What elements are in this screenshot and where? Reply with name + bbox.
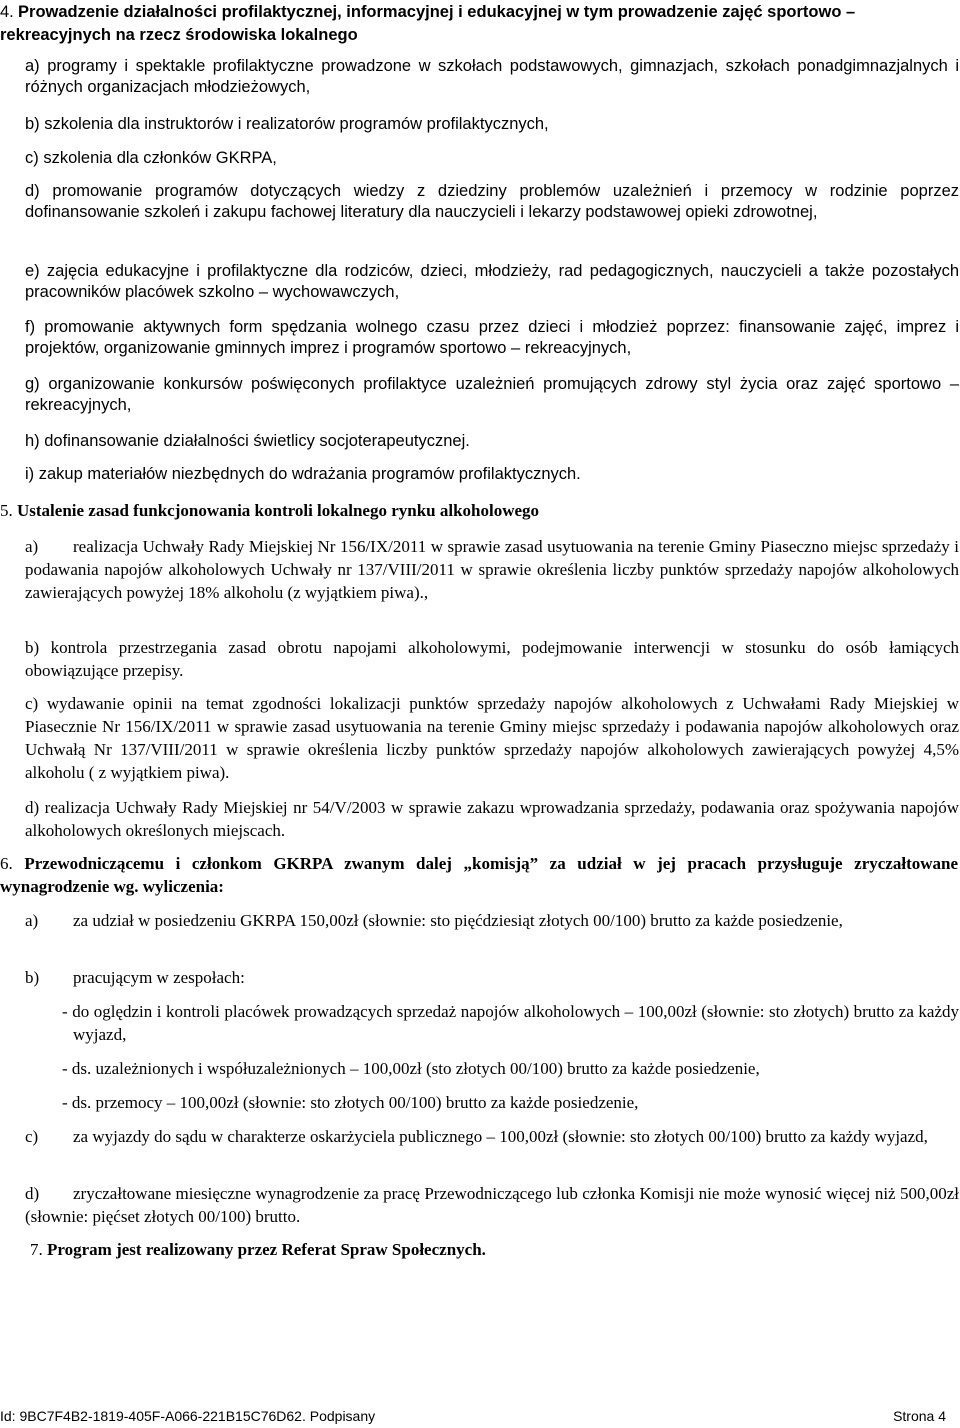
s6-item-d xyxy=(25,1182,959,1228)
s6-dash-2-text: - ds. uzależnionych i współuzależnionych – 100,00zł (sto złotych 00/100) brutto za każde posiedzenie, xyxy=(62,1059,760,1078)
footer-page-number: Strona 4 xyxy=(893,1408,946,1424)
s6-item-b-label: b) xyxy=(25,968,40,987)
s5-item-d xyxy=(25,796,959,842)
s4-item-a: a) programy i spektakle profilaktyczne prowadzone w szkołach podstawowych, gimnazjach, szkołach ponadgimnazjalnych i różnych organizacjach młodzieżowych, xyxy=(25,57,959,96)
s5-item-c-text: wydawanie opinii na temat zgodności lokalizacji punktów sprzedaży napojów alkoholowych z Uchwałami Rady Miejskiej w Piasecznie Nr 156/IX/2011 w sprawie zasad usytuowania na terenie Gminy miejsc sprzedaży i podawania napojów alkoholowych oraz Uchwałą Nr 137/VIII/2011 w sprawie określenia liczby punktów sprzedaży napojów alkoholowych zawierających powyżej 4,5% alkoholu ( z wyjątkiem piwa). xyxy=(25,694,959,782)
s6-item-b xyxy=(25,966,959,989)
s5-item-a xyxy=(25,535,959,604)
section-7-heading xyxy=(30,1238,958,1261)
s6-item-a xyxy=(25,909,959,932)
s4-item-i: i) zakup materiałów niezbędnych do wdrażania programów profilaktycznych. xyxy=(25,465,581,483)
section-5-title: Ustalenie zasad funkcjonowania kontroli lokalnego rynku alkoholowego xyxy=(17,501,540,520)
section-6-title: Przewodniczącemu i członkom GKRPA zwanym dalej „komisją” za udział w jej pracach przysługuje zryczałtowane wynagrodzenie wg. wyliczenia: xyxy=(0,854,959,896)
section-6-heading xyxy=(0,852,958,898)
s6-item-d-text: zryczałtowane miesięczne wynagrodzenie za pracę Przewodniczącego lub członka Komisji nie może wynosić więcej niż 500,00zł (słownie: pięćset złotych 00/100) brutto. xyxy=(25,1184,959,1226)
footer-document-id: Id: 9BC7F4B2-1819-405F-A066-221B15C76D62. Podpisany xyxy=(0,1408,376,1424)
s6-item-d-label: d) xyxy=(25,1184,40,1203)
s6-item-a-label: a) xyxy=(25,911,39,930)
s4-item-g: g) organizowanie konkursów poświęconych profilaktyce uzależnień promujących zdrowy styl życia oraz zajęć sportowo – rekreacyjnych, xyxy=(25,375,959,414)
s6-dash-1-text: - do oględzin i kontroli placówek prowadzących sprzedaż napojów alkoholowych – 100,00zł (słownie: sto złotych) brutto za każdy wyjazd, xyxy=(62,1002,959,1044)
section-5-number: 5. xyxy=(0,501,13,520)
section-6-number: 6. xyxy=(0,854,13,873)
s5-item-d-text: realizacja Uchwały Rady Miejskiej nr 54/V/2003 w sprawie zakazu wprowadzania sprzedaży, podawania oraz spożywania napojów alkoholowych określonych miejscach. xyxy=(25,798,959,840)
section-7-number: 7. xyxy=(30,1240,43,1259)
section-4-heading xyxy=(0,0,958,46)
s5-item-c xyxy=(25,692,959,784)
s4-item-h: h) dofinansowanie działalności świetlicy socjoterapeutycznej. xyxy=(25,432,470,450)
s5-item-d-label: d) xyxy=(25,798,40,817)
s6-item-b-text: pracującym w zespołach: xyxy=(73,968,245,987)
section-5-heading xyxy=(0,499,958,522)
s5-item-b-text: kontrola przestrzegania zasad obrotu napojami alkoholowymi, podejmowanie interwencji w stosunku do osób łamiących obowiązujące przepisy. xyxy=(25,638,960,680)
s5-item-b-label: b) xyxy=(25,638,40,657)
section-7-title: Program jest realizowany przez Referat Spraw Społecznych. xyxy=(47,1240,486,1259)
s6-item-a-text: za udział w posiedzeniu GKRPA 150,00zł (słownie: sto pięćdziesiąt złotych 00/100) brutto za każde posiedzenie, xyxy=(73,911,843,930)
section-4-number: 4. xyxy=(0,3,14,21)
s5-item-c-label: c) xyxy=(25,694,39,713)
s6-dash-1 xyxy=(62,1000,959,1046)
s4-item-f: f) promowanie aktywnych form spędzania wolnego czasu przez dzieci i młodzież poprzez: finansowanie zajęć, imprez i projektów, organizowanie gminnych imprez i programów sportowo – rekreacyjnych, xyxy=(25,318,959,357)
s4-item-c: c) szkolenia dla członków GKRPA, xyxy=(25,149,277,167)
s5-item-a-label: a) xyxy=(25,537,39,556)
s4-item-e: e) zajęcia edukacyjne i profilaktyczne dla rodziców, dzieci, młodzieży, rad pedagogicznych, nauczycieli a także pozostałych pracowników placówek szkolno – wychowawczych, xyxy=(25,262,959,301)
s5-item-a-text: realizacja Uchwały Rady Miejskiej Nr 156/IX/2011 w sprawie zasad usytuowania na terenie Gminy Piaseczno miejsc sprzedaży i podawania napojów alkoholowych Uchwały nr 137/VIII/2011 w sprawie określenia liczby punktów sprzedaży napojów alkoholowych zawierających powyżej 18% alkoholu (z wyjątkiem piwa)., xyxy=(25,537,959,602)
section-4-title: Prowadzenie działalności profilaktycznej, informacyjnej i edukacyjnej w tym prowadzenie zajęć sportowo – rekreacyjnych na rzecz środowiska lokalnego xyxy=(0,3,856,44)
s5-item-b xyxy=(25,636,959,682)
s6-dash-2 xyxy=(62,1057,959,1080)
s6-item-c xyxy=(25,1125,959,1148)
s6-dash-3 xyxy=(62,1091,959,1114)
s4-item-b: b) szkolenia dla instruktorów i realizatorów programów profilaktycznych, xyxy=(25,115,549,133)
s6-dash-3-text: - ds. przemocy – 100,00zł (słownie: sto złotych 00/100) brutto za każde posiedzenie, xyxy=(62,1093,639,1112)
s6-item-c-label: c) xyxy=(25,1127,39,1146)
s4-item-d: d) promowanie programów dotyczących wiedzy z dziedziny problemów uzależnień i przemocy w rodzinie poprzez dofinansowanie szkoleń i zakupu fachowej literatury dla nauczycieli i lekarzy podstawowej opieki zdrowotnej, xyxy=(25,182,959,221)
s6-item-c-text: za wyjazdy do sądu w charakterze oskarżyciela publicznego – 100,00zł (słownie: sto złotych 00/100) brutto za każdy wyjazd, xyxy=(73,1127,928,1146)
